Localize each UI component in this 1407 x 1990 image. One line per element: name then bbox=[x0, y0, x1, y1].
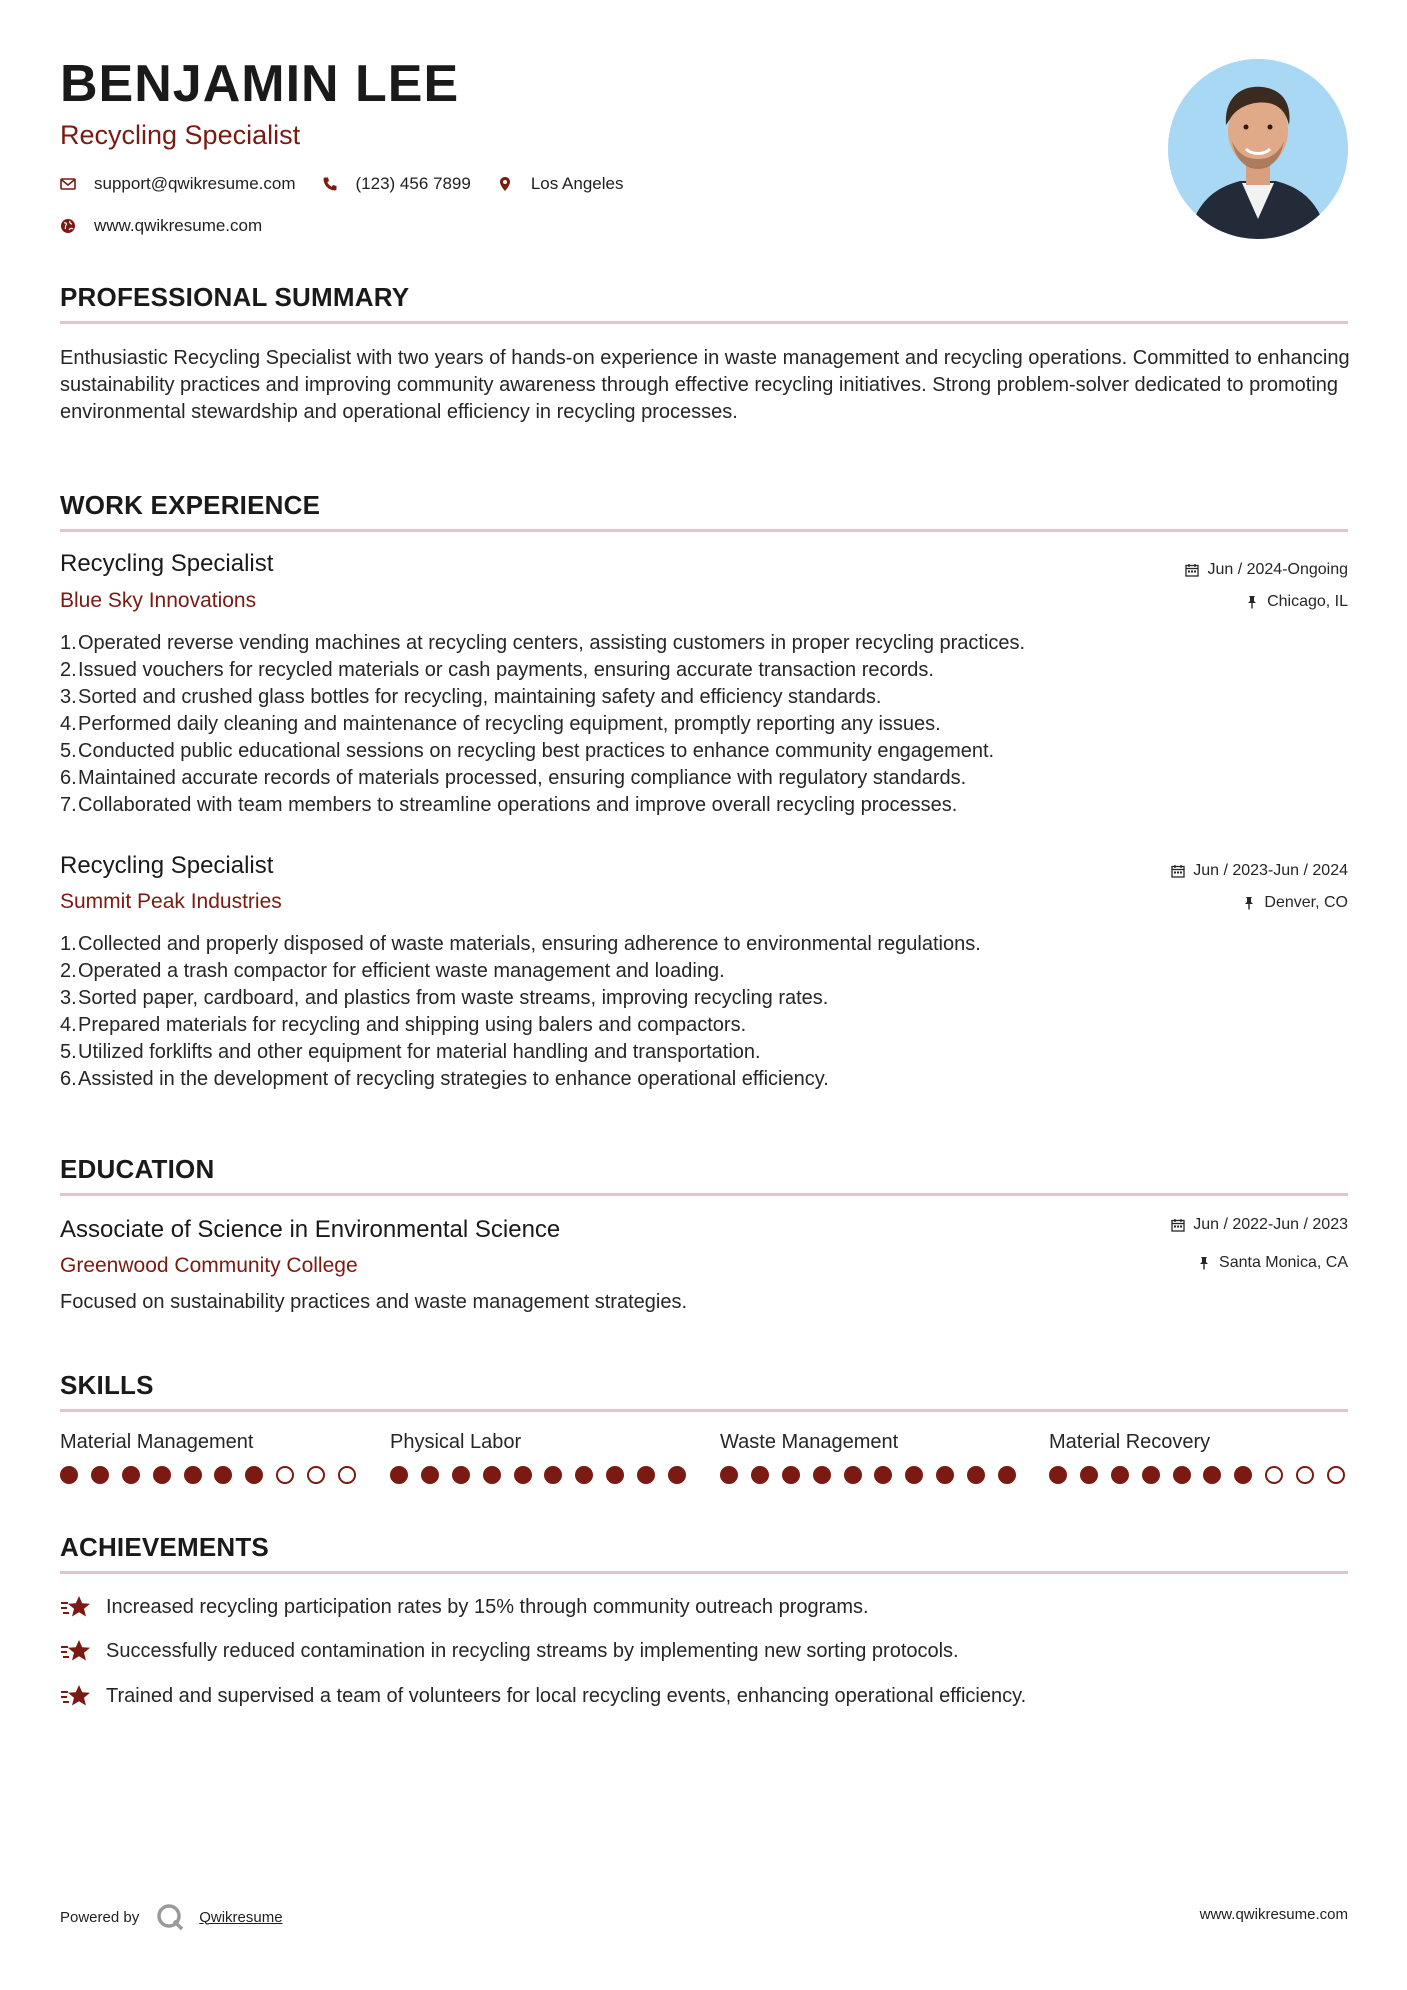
rating-dot-filled bbox=[390, 1466, 408, 1484]
rating-dot-filled bbox=[421, 1466, 439, 1484]
skill-item bbox=[390, 1431, 690, 1454]
list-item: 1. Collected and properly disposed of waste materials, ensuring adherence to environmental regulations. bbox=[60, 933, 981, 955]
skill-rating bbox=[60, 1466, 369, 1484]
achievement-item bbox=[60, 1638, 959, 1664]
list-item: 7. Collaborated with team members to streamline operations and improve overall recycling processes. bbox=[60, 794, 958, 816]
responsibilities-list bbox=[60, 931, 1350, 1093]
job-location bbox=[1245, 593, 1348, 611]
rating-dot-filled bbox=[245, 1466, 263, 1484]
summary-heading: PROFESSIONAL SUMMARY bbox=[60, 282, 410, 312]
responsibilities-list bbox=[60, 630, 1350, 819]
rating-dot-filled bbox=[452, 1466, 470, 1484]
contact-email[interactable] bbox=[60, 174, 296, 194]
experience-heading: WORK EXPERIENCE bbox=[60, 490, 321, 520]
list-item: 4. Performed daily cleaning and maintenance of recycling equipment, promptly reporting any issues. bbox=[60, 713, 941, 735]
skills-heading: SKILLS bbox=[60, 1370, 154, 1400]
section-divider bbox=[60, 529, 1348, 532]
list-item: 4. Prepared materials for recycling and shipping using balers and compactors. bbox=[60, 1014, 747, 1036]
rating-dot-filled bbox=[1203, 1466, 1221, 1484]
achievement-text: Trained and supervised a team of volunteers for local recycling events, enhancing operational efficiency. bbox=[106, 1684, 1027, 1707]
rating-dot-filled bbox=[184, 1466, 202, 1484]
job-dates-text: Jun / 2023-Jun / 2024 bbox=[1193, 862, 1348, 879]
rating-dot-filled bbox=[1111, 1466, 1129, 1484]
skill-rating bbox=[720, 1466, 1029, 1484]
profile-photo bbox=[1168, 59, 1348, 239]
rating-dot-filled bbox=[606, 1466, 624, 1484]
candidate-title: Recycling Specialist bbox=[60, 120, 301, 150]
pushpin-icon bbox=[1245, 595, 1259, 609]
star-award-icon bbox=[60, 1683, 92, 1709]
contact-row-website bbox=[60, 216, 288, 236]
powered-by-label: Powered by bbox=[60, 1908, 140, 1926]
rating-dot-filled bbox=[668, 1466, 686, 1484]
education-dates bbox=[1171, 1216, 1348, 1234]
email-text: support@qwikresume.com bbox=[94, 174, 296, 193]
rating-dot-filled bbox=[936, 1466, 954, 1484]
skill-name: Physical Labor bbox=[390, 1431, 522, 1453]
rating-dot-filled bbox=[1142, 1466, 1160, 1484]
degree-title: Associate of Science in Environmental Science bbox=[60, 1216, 561, 1243]
rating-dot-filled bbox=[60, 1466, 78, 1484]
education-description: Focused on sustainability practices and waste management strategies. bbox=[60, 1291, 688, 1313]
pushpin-icon bbox=[1197, 1256, 1211, 1270]
star-award-icon bbox=[60, 1594, 92, 1620]
calendar-icon bbox=[1185, 563, 1199, 577]
skill-rating bbox=[390, 1466, 699, 1484]
rating-dot-empty bbox=[338, 1466, 356, 1484]
section-divider bbox=[60, 1193, 1348, 1196]
education-location bbox=[1197, 1254, 1348, 1272]
website-text: www.qwikresume.com bbox=[94, 216, 263, 235]
phone-icon bbox=[322, 176, 338, 192]
job-dates-text: Jun / 2024-Ongoing bbox=[1207, 561, 1348, 578]
summary-text: Enthusiastic Recycling Specialist with two years of hands-on experience in waste management and recycling operations. Committed to enhancing sustainability practices and improving community awareness through effective recycling initiatives. Strong problem-solver dedicated to promoting environmental stewardship and operational efficiency in recycling processes. bbox=[60, 347, 1350, 423]
star-award-icon bbox=[60, 1638, 92, 1664]
pushpin-icon bbox=[1242, 896, 1256, 910]
skill-name: Material Management bbox=[60, 1431, 254, 1453]
skill-rating bbox=[1049, 1466, 1358, 1484]
company-name: Blue Sky Innovations bbox=[60, 589, 257, 612]
section-divider bbox=[60, 1409, 1348, 1412]
rating-dot-filled bbox=[905, 1466, 923, 1484]
education-location-text: Santa Monica, CA bbox=[1219, 1254, 1348, 1271]
job-location-text: Denver, CO bbox=[1264, 894, 1348, 911]
rating-dot-empty bbox=[1327, 1466, 1345, 1484]
list-item: 2. Operated a trash compactor for efficient waste management and loading. bbox=[60, 960, 725, 982]
rating-dot-filled bbox=[967, 1466, 985, 1484]
rating-dot-filled bbox=[122, 1466, 140, 1484]
job-location bbox=[1242, 894, 1348, 912]
rating-dot-filled bbox=[813, 1466, 831, 1484]
rating-dot-filled bbox=[1049, 1466, 1067, 1484]
list-item: 3. Sorted and crushed glass bottles for recycling, maintaining safety and efficiency standards. bbox=[60, 686, 882, 708]
achievement-text: Increased recycling participation rates by 15% through community outreach programs. bbox=[106, 1595, 869, 1618]
rating-dot-filled bbox=[544, 1466, 562, 1484]
job-title: Recycling Specialist bbox=[60, 852, 274, 879]
envelope-icon bbox=[60, 176, 76, 192]
rating-dot-filled bbox=[844, 1466, 862, 1484]
rating-dot-filled bbox=[1234, 1466, 1252, 1484]
contact-website[interactable] bbox=[60, 216, 262, 236]
job-title: Recycling Specialist bbox=[60, 550, 274, 577]
candidate-name: BENJAMIN LEE bbox=[60, 55, 460, 113]
rating-dot-empty bbox=[307, 1466, 325, 1484]
education-heading: EDUCATION bbox=[60, 1154, 215, 1184]
job-dates bbox=[1171, 862, 1348, 880]
footer-website[interactable]: www.qwikresume.com bbox=[1199, 1906, 1348, 1923]
list-item: 2. Issued vouchers for recycled materials or cash payments, ensuring accurate transaction records. bbox=[60, 659, 934, 681]
achievement-item bbox=[60, 1683, 1026, 1709]
skill-item bbox=[720, 1431, 1020, 1454]
footer-powered-by bbox=[60, 1902, 283, 1932]
school-name: Greenwood Community College bbox=[60, 1254, 358, 1277]
list-item: 5. Utilized forklifts and other equipment for material handling and transportation. bbox=[60, 1041, 761, 1063]
location-text: Los Angeles bbox=[530, 174, 624, 193]
rating-dot-filled bbox=[782, 1466, 800, 1484]
calendar-icon bbox=[1171, 864, 1185, 878]
company-name: Summit Peak Industries bbox=[60, 890, 282, 913]
rating-dot-filled bbox=[1080, 1466, 1098, 1484]
rating-dot-filled bbox=[998, 1466, 1016, 1484]
rating-dot-filled bbox=[91, 1466, 109, 1484]
list-item: 3. Sorted paper, cardboard, and plastics from waste streams, improving recycling rates. bbox=[60, 987, 829, 1009]
rating-dot-empty bbox=[276, 1466, 294, 1484]
calendar-icon bbox=[1171, 1218, 1185, 1232]
section-divider bbox=[60, 321, 1348, 324]
rating-dot-filled bbox=[1173, 1466, 1191, 1484]
qwikresume-logo-icon bbox=[155, 1902, 185, 1932]
skill-item bbox=[1049, 1431, 1349, 1454]
job-dates bbox=[1185, 561, 1348, 579]
list-item: 5. Conducted public educational sessions on recycling best practices to enhance community engagement. bbox=[60, 740, 995, 762]
skill-name: Waste Management bbox=[720, 1431, 899, 1453]
map-pin-icon bbox=[497, 176, 513, 192]
rating-dot-empty bbox=[1296, 1466, 1314, 1484]
rating-dot-filled bbox=[751, 1466, 769, 1484]
list-item: 1. Operated reverse vending machines at recycling centers, assisting customers in proper recycling practices. bbox=[60, 632, 1026, 654]
globe-icon bbox=[60, 218, 76, 234]
rating-dot-filled bbox=[637, 1466, 655, 1484]
achievement-item bbox=[60, 1594, 869, 1620]
job-location-text: Chicago, IL bbox=[1267, 593, 1348, 610]
list-item: 6. Maintained accurate records of materials processed, ensuring compliance with regulatory standards. bbox=[60, 767, 967, 789]
rating-dot-filled bbox=[214, 1466, 232, 1484]
rating-dot-filled bbox=[514, 1466, 532, 1484]
education-dates-text: Jun / 2022-Jun / 2023 bbox=[1193, 1216, 1348, 1233]
section-divider bbox=[60, 1571, 1348, 1574]
rating-dot-empty bbox=[1265, 1466, 1283, 1484]
rating-dot-filled bbox=[874, 1466, 892, 1484]
rating-dot-filled bbox=[153, 1466, 171, 1484]
contact-phone[interactable] bbox=[322, 174, 471, 194]
list-item: 6. Assisted in the development of recycling strategies to enhance operational efficiency. bbox=[60, 1068, 829, 1090]
contact-location bbox=[497, 174, 624, 194]
phone-text: (123) 456 7899 bbox=[355, 174, 471, 193]
achievement-text: Successfully reduced contamination in recycling streams by implementing new sorting protocols. bbox=[106, 1639, 959, 1662]
rating-dot-filled bbox=[720, 1466, 738, 1484]
skill-name: Material Recovery bbox=[1049, 1431, 1211, 1453]
brand-link[interactable]: Qwikresume bbox=[199, 1908, 283, 1926]
achievements-heading: ACHIEVEMENTS bbox=[60, 1532, 269, 1562]
contact-row bbox=[60, 174, 649, 194]
skill-item bbox=[60, 1431, 360, 1454]
rating-dot-filled bbox=[483, 1466, 501, 1484]
rating-dot-filled bbox=[575, 1466, 593, 1484]
